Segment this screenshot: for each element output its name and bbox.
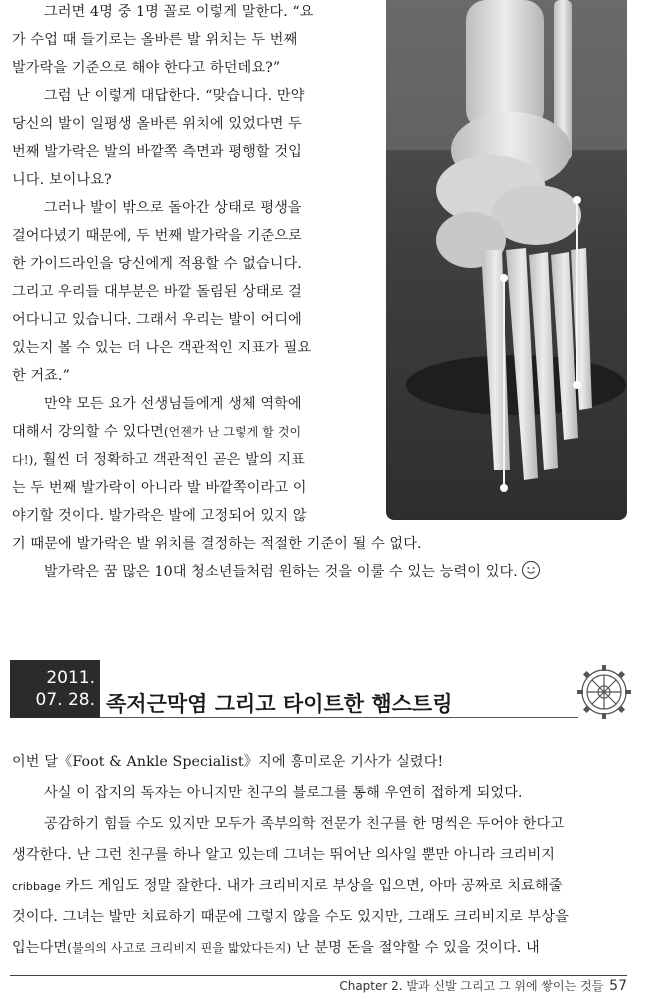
text-line: 한 가이드라인을 당신에게 적용할 수 없습니다. — [12, 256, 302, 272]
text-line: 야기할 것이다. 발가락은 발에 고정되어 있지 않 — [12, 508, 307, 524]
text-line: 번째 발가락은 발의 바깥쪽 측면과 평행할 것입 — [12, 144, 302, 160]
text-line: 한 거죠.” — [12, 368, 70, 384]
text-line: 공감하기 힘들 수도 있지만 모두가 족부의학 전문가 친구를 한 명씩은 두어야 한다고 — [44, 816, 565, 832]
text-line: 사실 이 잡지의 독자는 아니지만 친구의 블로그를 통해 우연히 접하게 되었다. — [44, 785, 523, 801]
text-line: 것이다. 그녀는 발만 치료하기 때문에 그렇지 않을 수도 있지만, 그래도 크리비지로 부상을 — [12, 909, 569, 925]
text-line: 니다. 보이나요? — [12, 172, 112, 188]
text-line: 는 두 번째 발가락이 아니라 발 바깥쪽이라고 이 — [12, 480, 307, 496]
text-line: 기 때문에 발가락은 발 위치를 결정하는 적절한 기준이 될 수 없다. — [12, 536, 422, 552]
text-segment: , 훨씬 더 정확하고 객관적인 곧은 발의 지표 — [33, 452, 305, 468]
chapter-label: Chapter 2. 발과 신발 그리고 그 위에 쌓이는 것들 — [339, 979, 604, 993]
date-month-day: 07. 28. — [35, 690, 95, 710]
text-line: 어다니고 있습니다. 그래서 우리는 발이 어디에 — [12, 312, 302, 328]
title-underline — [100, 717, 578, 718]
section-title: 족저근막염 그리고 타이트한 햄스트링 — [106, 692, 453, 716]
text-line — [12, 558, 540, 586]
page-footer — [339, 977, 627, 994]
section-date-badge — [10, 660, 100, 718]
text-line: 있는지 볼 수 있는 더 나은 객관적인 지표가 필요 — [12, 340, 312, 356]
text-line: 걸어다녔기 때문에, 두 번째 발가락을 기준으로 — [12, 228, 302, 244]
parenthetical-note: 다!) — [12, 453, 34, 467]
text-segment: 발가락은 꿈 많은 10대 청소년들처럼 원하는 것을 이룰 수 있는 능력이 있다. — [44, 564, 518, 580]
text-line — [12, 933, 569, 964]
footer-rule — [10, 975, 627, 976]
text-segment: 대해서 강의할 수 있다면 — [12, 424, 164, 440]
text-segment: 카드 게임도 정말 잘한다. 내가 크리비지로 부상을 입으면, 아마 공짜로 치료해줄 — [60, 878, 563, 894]
text-line: 당신의 발이 일평생 올바른 위치에 있었다면 두 — [12, 116, 302, 132]
page-number: 57 — [609, 978, 627, 994]
text-line: 그럼 난 이렇게 대답한다. “맞습니다. 만약 — [44, 88, 305, 104]
date-year: 2011. — [46, 668, 95, 688]
text-line: 가 수업 때 들기로는 올바른 발 위치는 두 번째 — [12, 32, 298, 48]
text-segment: 입는다면 — [12, 940, 68, 956]
text-line: 그러면 4명 중 1명 꼴로 이렇게 말한다. “요 — [44, 4, 314, 20]
gear-icon — [575, 663, 633, 721]
text-line: 발가락을 기준으로 해야 한다고 하던데요?” — [12, 60, 281, 76]
text-line: 그리고 우리들 대부분은 바깥 돌림된 상태로 걸 — [12, 284, 302, 300]
text-segment: 난 분명 돈을 절약할 수 있을 것이다. 내 — [291, 940, 540, 956]
text-line: 생각한다. 난 그런 친구를 하나 알고 있는데 그녀는 뛰어난 의사일 뿐만 아니라 크리비지 — [12, 847, 556, 863]
text-line — [12, 871, 569, 902]
foot-skeleton-photo — [386, 0, 627, 520]
article-bottom — [12, 747, 569, 964]
smiley-icon — [522, 561, 540, 579]
text-line: 만약 모든 요가 선생님들에게 생체 역학에 — [44, 396, 302, 412]
cribbage-annotation: cribbage — [12, 880, 61, 893]
parenthetical-note: (불의의 사고로 크리비지 핀을 밟았다든지) — [67, 941, 292, 955]
parenthetical-note: (언젠가 난 그렇게 할 것이 — [163, 425, 302, 439]
text-line: 그러나 발이 밖으로 돌아간 상태로 평생을 — [44, 200, 302, 216]
text-line: 이번 달《Foot & Ankle Specialist》지에 흥미로운 기사가 실렸다! — [12, 754, 444, 770]
